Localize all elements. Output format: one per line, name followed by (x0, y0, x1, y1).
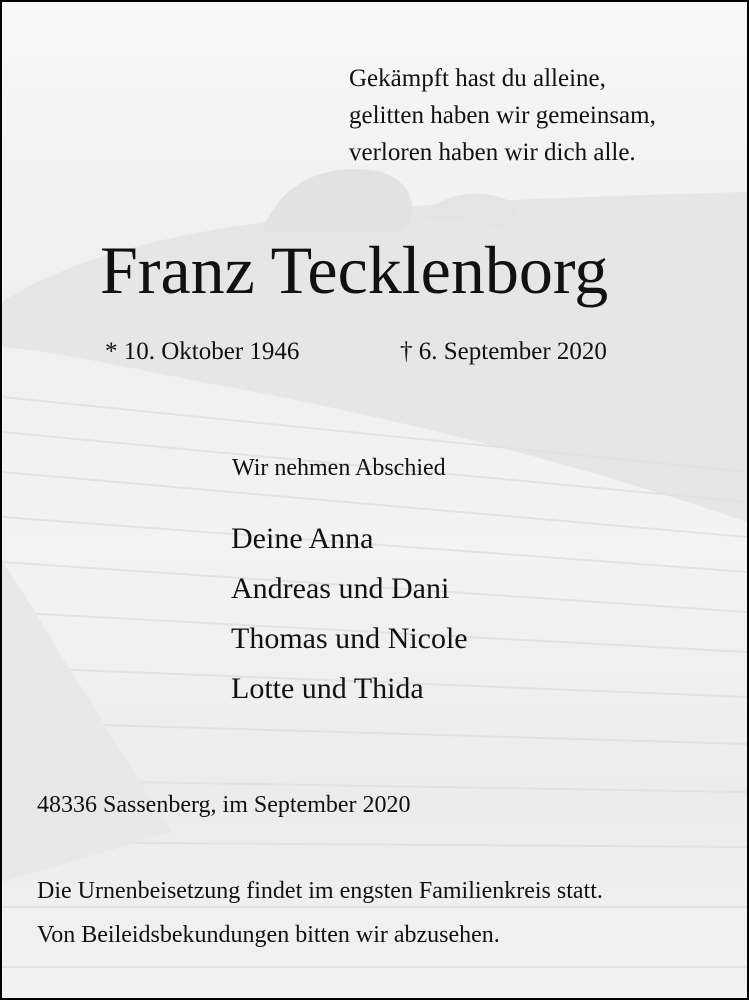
mourner: Andreas und Dani (231, 572, 450, 605)
deceased-name: Franz Tecklenborg (100, 232, 609, 308)
place-date: 48336 Sassenberg, im September 2020 (37, 792, 411, 818)
verse-line: verloren haben wir dich alle. (349, 139, 636, 166)
note-line: Von Beileidsbekundungen bitten wir abzusehen. (37, 922, 500, 948)
verse (349, 60, 656, 171)
verse-line: Gekämpft hast du alleine, (349, 65, 606, 92)
death-date: † 6. September 2020 (400, 338, 607, 365)
notes (37, 869, 603, 957)
verse-line: gelitten haben wir gemeinsam, (349, 102, 656, 129)
mourner: Lotte und Thida (231, 672, 424, 705)
birth-date: * 10. Oktober 1946 (105, 338, 300, 365)
mourner: Deine Anna (231, 522, 374, 555)
mourner: Thomas und Nicole (231, 622, 468, 655)
mourners-list (231, 514, 468, 714)
note-line: Die Urnenbeisetzung findet im engsten Familienkreis statt. (37, 878, 603, 904)
farewell-intro: Wir nehmen Abschied (232, 455, 446, 481)
